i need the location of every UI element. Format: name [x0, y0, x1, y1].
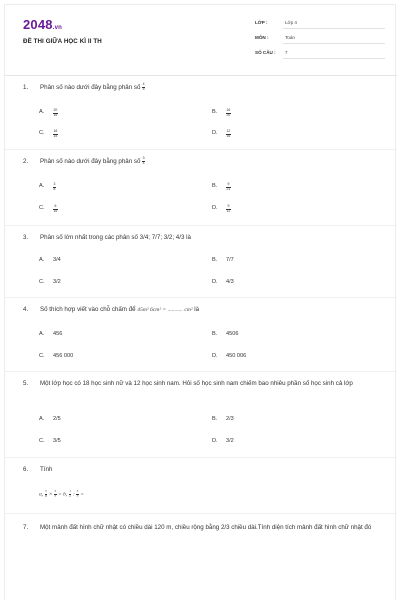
count-info [255, 47, 385, 59]
class-label: LỚP : [255, 20, 268, 25]
exam-header [5, 5, 397, 76]
fraction: $\frac{3}{4}$ [142, 156, 145, 165]
question-number: 1. [23, 84, 29, 91]
class-value: Lớp 4 [285, 20, 297, 25]
question-text: Phân số nào dưới đây bằng phân số [40, 84, 141, 91]
question-text: Tính [40, 466, 53, 473]
question-number: 6. [23, 466, 29, 473]
count-label: SỐ CÂU : [255, 50, 276, 55]
question-number: 5. [23, 380, 29, 387]
calc-expression: a, $\frac{5}{8}$ × $\frac{3}{5}$ = b, $\frac{1}{2}$ : $\frac{3}{5}$ = [39, 489, 85, 498]
question-number: 2. [23, 158, 29, 165]
question-text: Số thích hợp viết vào chỗ chấm để [40, 306, 136, 313]
subject-label: MÔN : [255, 35, 269, 40]
exam-page: 2048.vn ĐỀ THI GIỮA HỌC KÌ II TH LỚP : Lớp 4 MÔN : Toán SỐ CÂU : 7 1. Phân số nào dưới đây bằng phân số $\frac{4}{5}$ A. $\frac{20}{16}$ B. $\frac{16}{20}$ C. $\frac{16}{15}$ D. $\frac{12}{16}$ 2. Phân số nào dưới đây bằng phân số $\frac{3}{4}$ A. $\frac{3}{8}$ B. $\frac{9}{21}$ C. $\frac{6}{16}$ D. $\frac{9}{12}$ 3. Phân số lớn nhất trong các phân số 3/4; 7/7; 3/2; 4/3 là A. 3/4 B. 7/7 C. 3/2 D. 4/3 4. Số thích hợp viết vào chỗ chấm để 45m² 6cm² = ........... cm² là A. 456 B. 4506 C. 456 000 D. 450 006 5. Một lớp học có 18 học sinh nữ và 12 học sinh nam. Hỏi số học sinh nam chiếm bao nhiêu phần số học sinh cả lớp A. 2/5 B. 2/3 C. 3/5 D. 3/2 6. Tính a, $\frac{5}{8}$ × $\frac{3}{5}$ = b, $\frac{1}{2}$ : $\frac{3}{5}$ = 7. Một mảnh đất hình chữ nhật có chiều dài 120 m, chiều rộng bằng 2/3 chiều dài.Tính diện tích mảnh đất hình chữ nhật đó [4, 4, 396, 600]
question-number: 7. [23, 524, 29, 531]
subject-info [255, 32, 385, 44]
exam-title: ĐỀ THI GIỮA HỌC KÌ II TH [23, 38, 102, 45]
site-logo[interactable]: 2048.vn [23, 17, 63, 32]
question-number: 3. [23, 234, 29, 241]
question-text: Một lớp học có 18 học sinh nữ và 12 học sinh nam. Hỏi số học sinh nam chiếm bao nhiêu phần số học sinh cả lớp [40, 380, 353, 387]
question-number: 4. [23, 306, 29, 313]
question-text: Phân số lớn nhất trong các phân số 3/4; 7/7; 3/2; 4/3 là [40, 234, 191, 241]
count-value: 7 [285, 50, 288, 55]
fraction: $\frac{4}{5}$ [142, 82, 145, 91]
question-text: Một mảnh đất hình chữ nhật có chiều dài 120 m, chiều rộng bằng 2/3 chiều dài.Tính diện tích mảnh đất hình chữ nhật đó [40, 524, 372, 531]
question-text: Phân số nào dưới đây bằng phân số [40, 158, 141, 165]
class-info [255, 17, 385, 29]
question-text-end: là [194, 306, 200, 313]
subject-value: Toán [285, 35, 295, 40]
math-expression: 45m² 6cm² = ........... cm² [137, 307, 193, 313]
